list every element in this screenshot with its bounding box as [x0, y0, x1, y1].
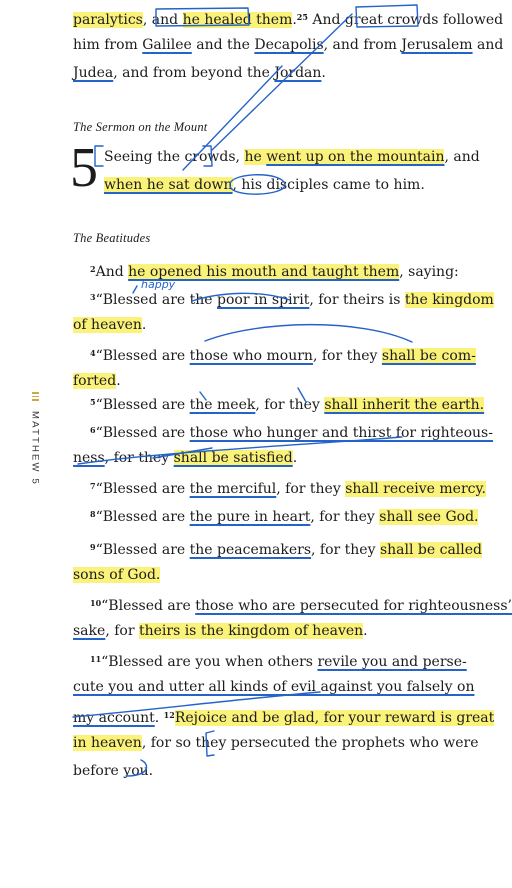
highlight-span: shall receive mercy.: [345, 481, 486, 497]
text-line[interactable]: [104, 147, 480, 167]
highlight-span: in heaven: [73, 735, 142, 751]
underline-span: Galilee: [142, 37, 192, 53]
text-span: “Blessed are: [95, 397, 190, 413]
text-span: , for they: [311, 542, 380, 558]
underline-span: cute you and utter all kinds of evil against you falsely on: [73, 679, 475, 695]
verse-number: 4: [90, 348, 96, 358]
section-heading: The Sermon on the Mount: [73, 120, 208, 134]
text-span: , and from beyond the: [113, 65, 275, 81]
text-span: , for they: [255, 397, 325, 413]
text-line[interactable]: [73, 677, 475, 697]
text-span: , for: [105, 623, 139, 639]
underline-span: Jordan: [274, 65, 322, 81]
text-line[interactable]: [90, 343, 476, 366]
text-span: Seeing the crowds,: [104, 149, 245, 165]
verse-number: 10: [90, 598, 102, 608]
text-span: disciples: [266, 177, 329, 193]
text-line[interactable]: [104, 175, 425, 195]
underline-span: my account: [73, 710, 155, 726]
highlight-span: sons of God.: [73, 567, 161, 583]
verse-number: 11: [90, 654, 102, 664]
verse-number: 5: [90, 397, 96, 407]
text-span: .: [292, 12, 297, 28]
text-span: “Blessed are: [95, 542, 190, 558]
text-span: “Blessed are: [95, 348, 190, 364]
underline-span: the meek: [189, 397, 256, 413]
chapter-number: 5: [70, 137, 98, 199]
verse-number: 25: [296, 12, 308, 22]
text-line[interactable]: [73, 35, 504, 55]
underline-span: Jerusalem: [401, 37, 473, 53]
text-span: “Blessed are: [95, 481, 190, 497]
text-span: him from: [73, 37, 143, 53]
text-span: .: [363, 623, 368, 639]
text-span: “Blessed are: [95, 425, 190, 441]
highlight-span: shall be satisfied: [173, 450, 293, 466]
text-line[interactable]: [90, 476, 486, 499]
text-span: and: [472, 37, 504, 53]
verse-number: 2: [90, 264, 96, 274]
text-span: came to him.: [328, 177, 425, 193]
highlight-span: shall be called: [379, 542, 483, 558]
list-icon: [32, 392, 39, 401]
text-span: .: [116, 373, 121, 389]
text-span: , for they: [312, 348, 382, 364]
underline-span: the pure in heart: [189, 509, 311, 525]
underline-span: the merciful: [189, 481, 277, 497]
text-line[interactable]: [90, 649, 467, 672]
highlight-span: he healed them: [182, 12, 293, 28]
text-span: persecuted the prophets who were: [230, 735, 479, 751]
verse-number: 6: [90, 425, 96, 435]
text-span: , and: [444, 149, 480, 165]
text-span: , his: [232, 177, 267, 193]
underline-span: those who are persecuted for righteousness’: [195, 598, 512, 614]
highlight-span: went up on the mountain: [266, 149, 445, 165]
text-span: , and from: [323, 37, 402, 53]
text-span: , for so they: [141, 735, 231, 751]
underline-span: revile you and perse-: [317, 654, 467, 670]
text-line[interactable]: [73, 315, 411, 335]
text-span: And: [95, 264, 129, 280]
text-span: , and: [142, 12, 183, 28]
text-line[interactable]: [73, 63, 411, 83]
highlight-span: he opened his mouth and taught them: [128, 264, 400, 280]
text-line[interactable]: [90, 420, 493, 443]
text-span: “Blessed are you when others: [101, 654, 318, 670]
handwritten-note: happy: [141, 278, 176, 291]
underline-span: poor in spirit: [217, 292, 310, 308]
text-span: “Blessed are: [101, 598, 196, 614]
verse-number: 9: [90, 542, 96, 552]
highlight-span: forted: [73, 373, 117, 389]
underline-span: Decapolis: [254, 37, 324, 53]
text-line[interactable]: [90, 259, 459, 282]
text-span: , for they: [310, 509, 380, 525]
highlight-span: of heaven: [73, 317, 142, 333]
verse-number: 7: [90, 481, 96, 491]
text-span: .: [321, 65, 326, 81]
text-line[interactable]: [90, 392, 485, 415]
text-span: before you.: [73, 763, 154, 779]
verse-number: 3: [90, 292, 96, 302]
underline-span: sake: [73, 623, 106, 639]
underline-span: those who hunger and thirst for righteous-: [189, 425, 493, 441]
text-span: “Blessed are the: [95, 292, 218, 308]
book-chapter-tab[interactable]: [25, 392, 45, 486]
text-span: , saying:: [399, 264, 459, 280]
text-span: and the: [191, 37, 255, 53]
highlight-span: shall be com-: [381, 348, 476, 364]
text-line[interactable]: [90, 593, 512, 616]
text-span: .: [292, 450, 298, 466]
text-line[interactable]: [90, 287, 494, 310]
text-line[interactable]: [73, 733, 479, 753]
text-span: And great crowds: [307, 12, 443, 28]
text-span: followed: [442, 12, 504, 28]
text-line[interactable]: [73, 621, 411, 641]
text-span: , for they: [276, 481, 346, 497]
underline-span: those who mourn: [189, 348, 313, 364]
text-span: , for theirs is: [309, 292, 405, 308]
highlight-span: shall see God.: [379, 509, 479, 525]
highlight-span: theirs is the kingdom of heaven: [138, 623, 364, 639]
text-line[interactable]: [73, 371, 411, 391]
underline-span: the peacemakers: [189, 542, 312, 558]
text-line[interactable]: [90, 537, 483, 560]
text-line[interactable]: [73, 761, 411, 781]
highlight-span: shall inherit the earth.: [324, 397, 485, 413]
highlight-span: the kingdom: [404, 292, 494, 308]
highlight-span: he: [244, 149, 267, 165]
text-line[interactable]: [73, 448, 411, 468]
text-span: “Blessed are: [95, 509, 190, 525]
book-chapter-label: MATTHEW 5: [29, 410, 41, 486]
underline-span: Judea: [73, 65, 114, 81]
text-span: .: [141, 317, 147, 333]
underline-span: ness: [73, 450, 105, 466]
text-line[interactable]: [73, 7, 504, 30]
highlight-span: paralytics: [73, 12, 143, 28]
text-line[interactable]: [90, 504, 479, 527]
text-span: , for they: [104, 450, 174, 466]
verse-number: 8: [90, 509, 96, 519]
section-heading: The Beatitudes: [73, 231, 151, 245]
verse-number: 12: [163, 710, 175, 720]
highlight-span: Rejoice and be glad, for your reward is great: [174, 710, 495, 726]
text-span: .: [154, 710, 164, 726]
text-line[interactable]: [73, 565, 411, 585]
text-line[interactable]: [73, 705, 495, 728]
highlight-span: when he sat down: [104, 177, 233, 193]
